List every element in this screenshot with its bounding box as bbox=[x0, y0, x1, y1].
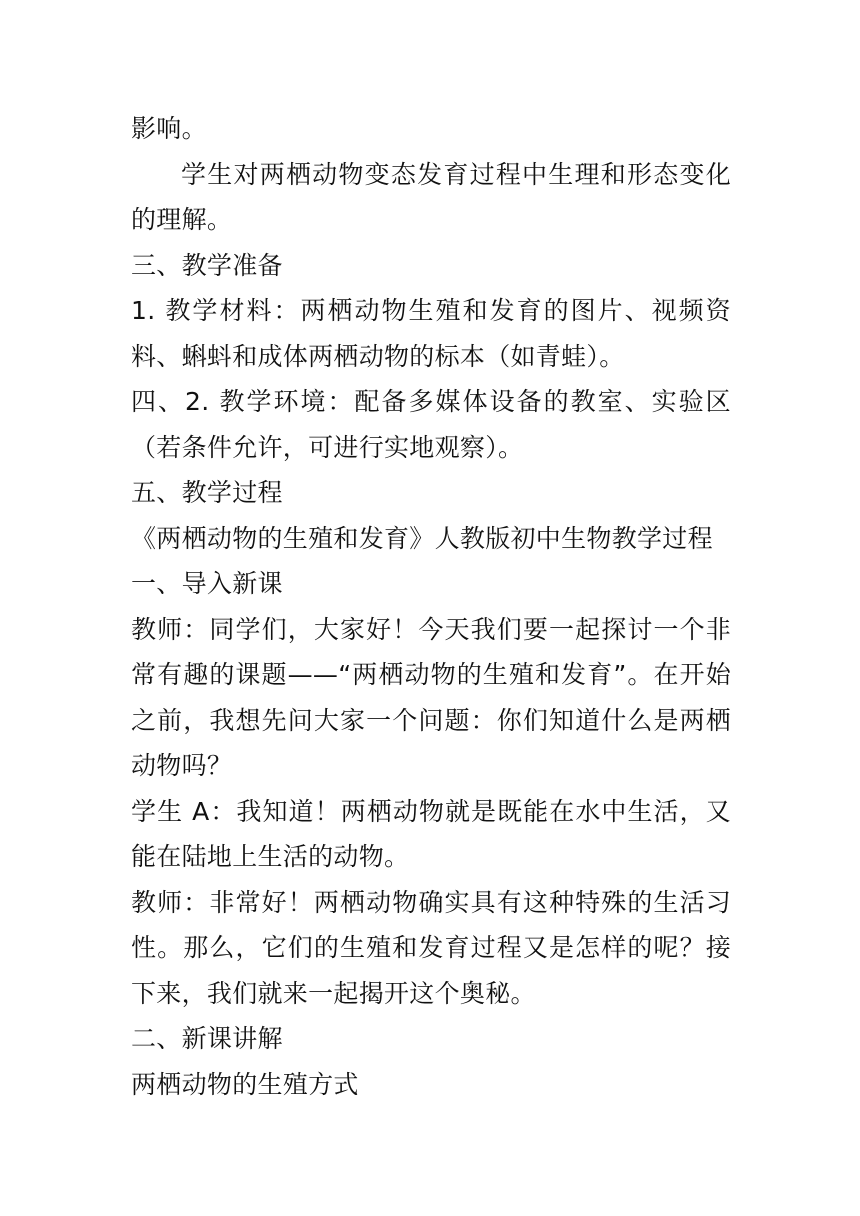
paragraph-reproduction-heading: 两栖动物的生殖方式 bbox=[131, 1069, 359, 1099]
paragraph-intro-tail: 影响。 bbox=[131, 114, 207, 143]
paragraph-teacher-response: 教师：非常好！两栖动物确实具有这种特殊的生活习性。那么，它们的生殖和发育过程又是怎样的呢？接下来，我们就来一起揭开这个奥秘。 bbox=[131, 887, 731, 1008]
document-body bbox=[131, 106, 731, 1107]
paragraph-student-answer: 学生 A：我知道！两栖动物就是既能在水中生活，又能在陆地上生活的动物。 bbox=[131, 796, 731, 871]
heading-new-lesson: 二、新课讲解 bbox=[131, 1024, 283, 1053]
paragraph-teaching-environment: 四、2. 教学环境：配备多媒体设备的教室、实验区（若条件允许，可进行实地观察）。 bbox=[131, 387, 731, 462]
heading-teaching-preparation: 三、教学准备 bbox=[131, 250, 283, 280]
paragraph-teacher-question: 教师：同学们，大家好！今天我们要一起探讨一个非常有趣的课题——“两栖动物的生殖和发育”。在开始之前，我想先问大家一个问题：你们知道什么是两栖动物吗？ bbox=[131, 614, 731, 780]
paragraph-lesson-title: 《两栖动物的生殖和发育》人教版初中生物教学过程 bbox=[131, 523, 713, 553]
heading-lesson-introduction: 一、导入新课 bbox=[131, 569, 283, 598]
heading-teaching-process: 五、教学过程 bbox=[131, 478, 283, 507]
paragraph-difficulty: 学生对两栖动物变态发育过程中生理和形态变化的理解。 bbox=[131, 159, 731, 234]
paragraph-teaching-materials: 1. 教学材料：两栖动物生殖和发育的图片、视频资料、蝌蚪和成体两栖动物的标本（如青蛙）。 bbox=[131, 296, 731, 371]
